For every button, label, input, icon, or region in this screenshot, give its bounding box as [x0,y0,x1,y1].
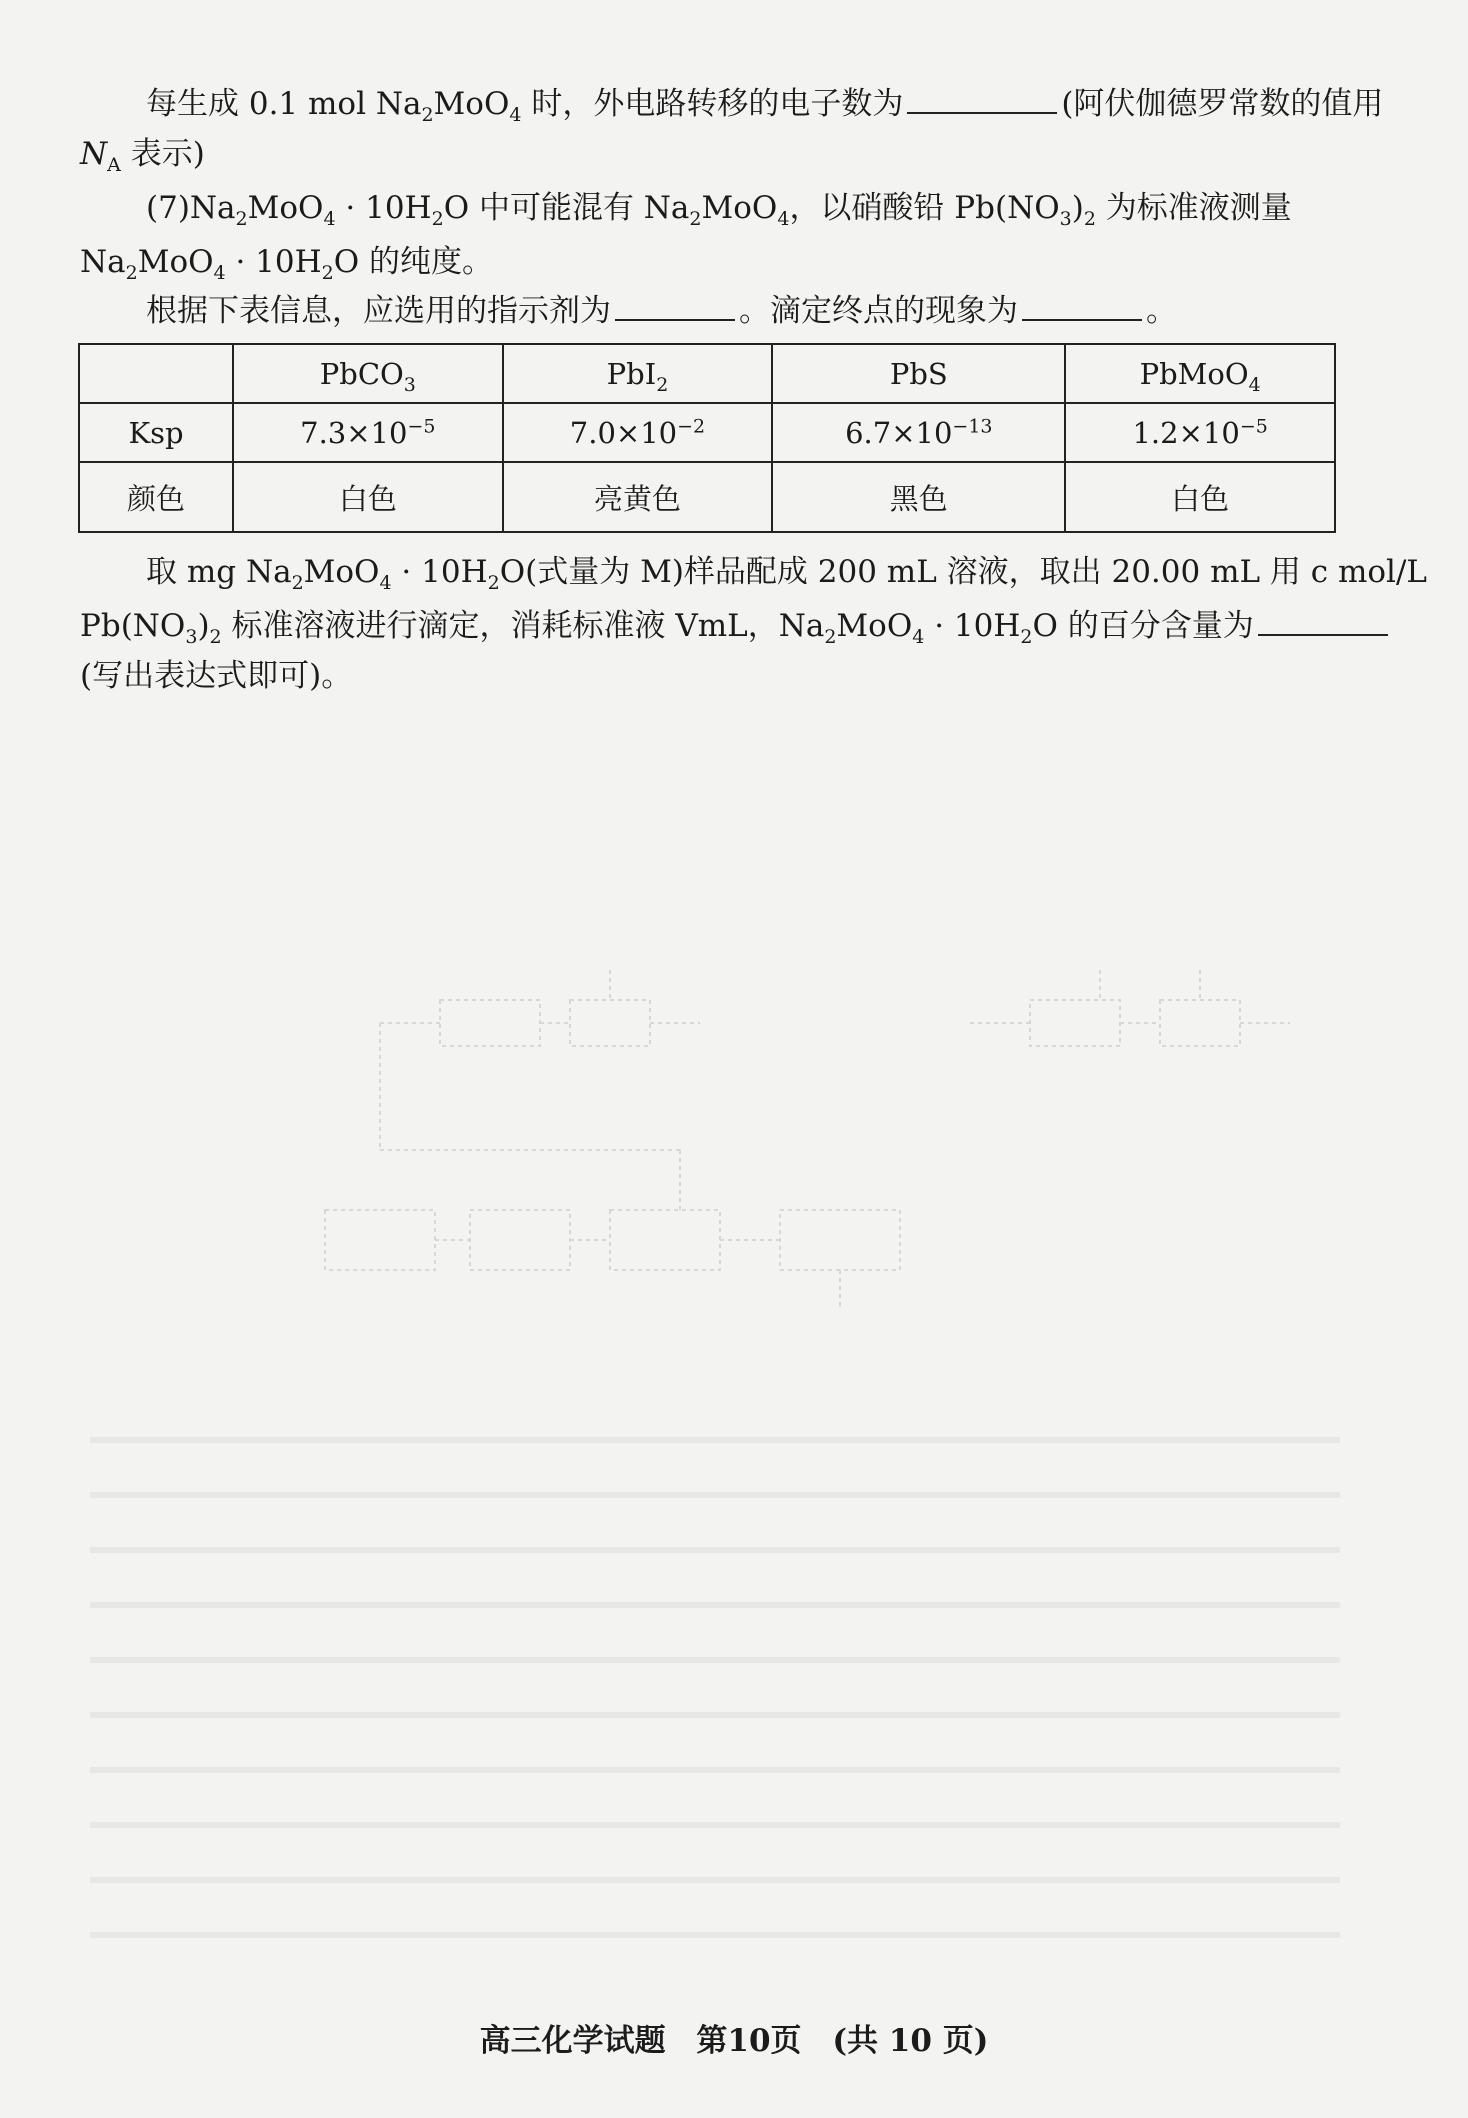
ksp-value-cell: $7.0\times 10^{-2}$ [503,403,773,462]
q7-line-3: 根据下表信息，应选用的指示剂为 。滴定终点的现象为 。 [146,285,1416,335]
color-cell: 白色 [1065,462,1335,532]
q7-line-2: $Na_2MoO_4 \cdot 10H_2O$ 的纯度。 [80,244,494,285]
row-label-color: 颜色 [79,462,233,532]
table-header-row [79,344,1335,403]
footer-total: (共 10 页) [832,2023,989,2059]
footer-title: 高三化学试题 [479,2023,666,2059]
table-row-ksp [79,403,1335,462]
ksp-table [78,343,1336,533]
footer-page: 第10页 [696,2023,802,2059]
row-label-ksp: Ksp [79,403,233,462]
page-footer [0,2015,1468,2060]
table-header-cell: PbMoO$_4$ [1065,344,1335,403]
answer-blank-electrons[interactable] [907,78,1057,114]
color-cell: 黑色 [772,462,1065,532]
q7-line-1: $(7)Na_2MoO_4 \cdot 10H_2O$ 中可能混有 $Na_2MoO_4$，以硝酸铅 $Pb(NO_3)_2$ 为标准液测量 [146,190,1292,231]
table-row-color [79,462,1335,532]
ksp-value-cell: $7.3\times 10^{-5}$ [233,403,503,462]
ksp-value-cell: $1.2\times 10^{-5}$ [1065,403,1335,462]
q7-line-6: (写出表达式即可)。 [80,658,353,694]
answer-blank-endpoint[interactable] [1022,285,1142,321]
q6-line-1: 每生成 0.1 mol $Na_2MoO_4$ 时，外电路转移的电子数为 (阿伏伽德罗常数的值用 [146,78,1416,128]
table-header-cell: PbCO$_3$ [233,344,503,403]
answer-blank-indicator[interactable] [615,285,735,321]
table-header-cell: PbI$_2$ [503,344,773,403]
table-corner-cell [79,344,233,403]
answer-blank-percentage[interactable] [1258,600,1388,636]
q7-line-5: $Pb(NO_3)_2$ 标准溶液进行滴定，消耗标准液 VmL，$Na_2MoO_4 \cdot 10H_2O$ 的百分含量为 [80,600,1350,650]
q6-line-2: $N_A$ 表示) [80,136,205,177]
q7-line-4: 取 mg $Na_2MoO_4 \cdot 10H_2O$(式量为 M)样品配成 200 mL 溶液，取出 20.00 mL 用 c mol/L [146,554,1427,595]
color-cell: 亮黄色 [503,462,773,532]
table-header-cell: PbS [772,344,1065,403]
ksp-value-cell: $6.7\times 10^{-13}$ [772,403,1065,462]
color-cell: 白色 [233,462,503,532]
